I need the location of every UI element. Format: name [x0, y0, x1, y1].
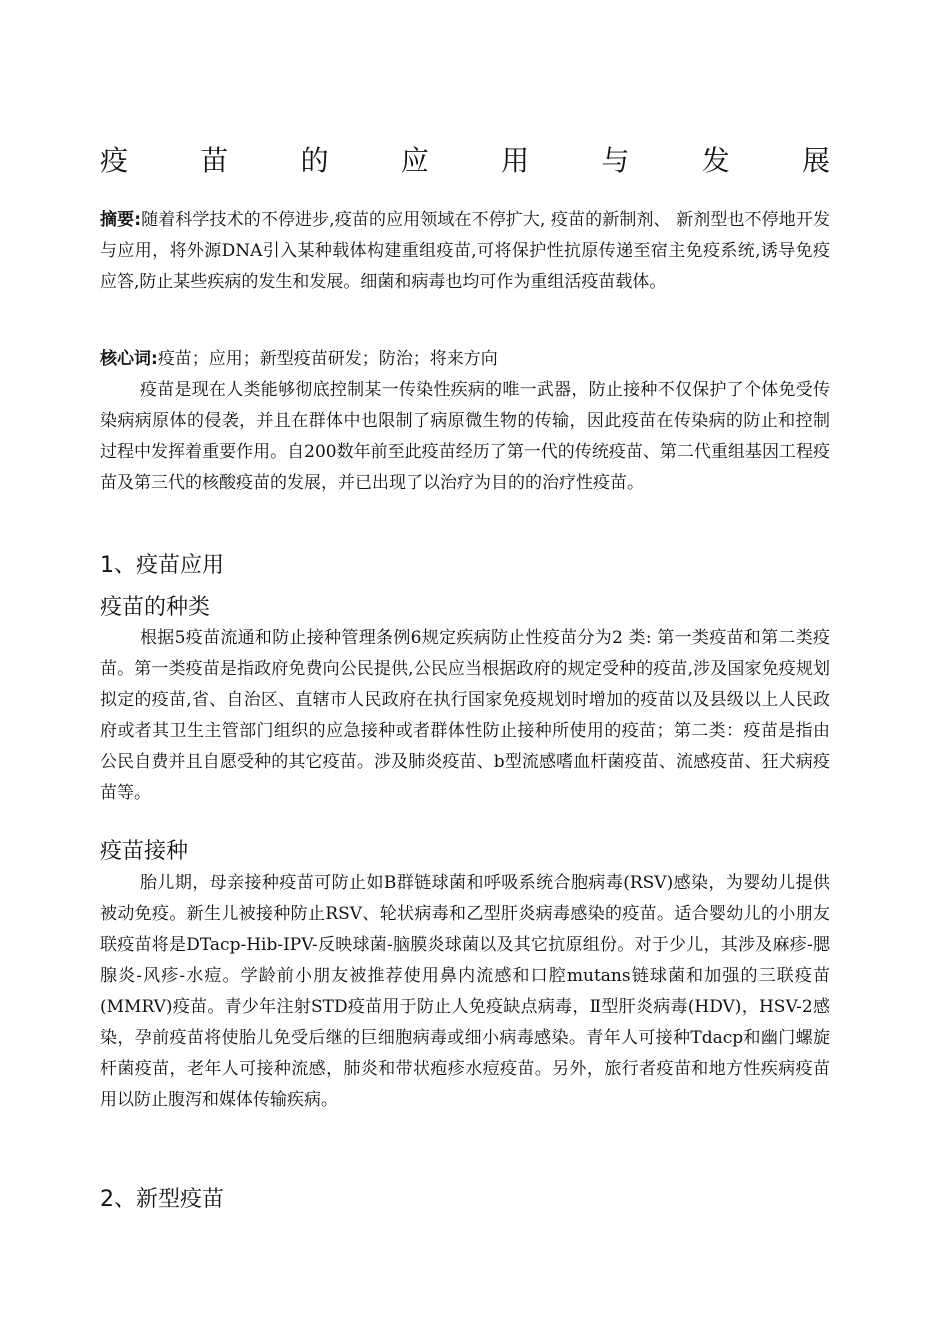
subsection-heading-vaccination: 疫苗接种 [100, 839, 189, 864]
intro-paragraph: 疫苗是现在人类能够彻底控制某一传染性疾病的唯一武器，防止接种不仅保护了个体免受传染病病原体的侵袭，并且在群体中也限制了病原微生物的传输，因此疫苗在传染病的防止和控制过程中发挥着重要作用。自200数年前至此疫苗经历了第一代的传统疫苗、第二代重组基因工程疫苗及第三代的核酸疫苗的发展，并已出现了以治疗为目的的治疗性疫苗。 [100, 380, 830, 493]
keywords-label: 核心词: [100, 349, 158, 369]
page-title [100, 137, 830, 181]
abstract-label: 摘要: [100, 210, 142, 230]
vaccination-paragraph: 胎儿期，母亲接种疫苗可防止如B群链球菌和呼吸系统合胞病毒(RSV)感染，为婴幼儿提供被动免疫。新生儿被接种防止RSV、轮状病毒和乙型肝炎病毒感染的疫苗。适合婴幼儿的小朋友联疫苗将是DTacp-Hib-IPV-反映球菌-脑膜炎球菌以及其它抗原组份。对于少儿，其涉及麻疹-腮腺炎-风疹-水痘。学龄前小朋友被推荐使用鼻内流感和口腔mutans链球菌和加强的三联疫苗(MMRV)疫苗。青少年注射STD疫苗用于防止人免疫缺点病毒，Ⅱ型肝炎病毒(HDV)，HSV-2感染，孕前疫苗将使胎儿免受后继的巨细胞病毒或细小病毒感染。青年人可接种Tdacp和幽门螺旋杆菌疫苗，老年人可接种流感，肺炎和带状疱疹水痘疫苗。另外，旅行者疫苗和地方性疾病疫苗用以防止腹泻和媒体传输疾病。 [100, 873, 830, 1110]
vaccine-types-paragraph: 根据5疫苗流通和防止接种管理条例6规定疾病防止性疫苗分为2 类: 第一类疫苗和第二类疫苗。第一类疫苗是指政府免费向公民提供,公民应当根据政府的规定受种的疫苗,涉及国家免疫规划拟定的疫苗,省、自治区、直辖市人民政府在执行国家免疫规划时增加的疫苗以及县级以上人民政府或者其卫生主管部门组织的应急接种或者群体性防止接种所使用的疫苗；第二类：疫苗是指由公民自费并且自愿受种的其它疫苗。涉及肺炎疫苗、b型流感嗜血杆菌疫苗、流感疫苗、狂犬病疫苗等。 [100, 628, 830, 803]
title-char: 展 [801, 143, 830, 177]
title-char: 用 [501, 143, 530, 177]
title-char: 与 [601, 143, 630, 177]
title-char: 应 [400, 143, 429, 177]
keywords-paragraph [100, 344, 830, 375]
keywords-text: 疫苗；应用；新型疫苗研发；防治；将来方向 [157, 349, 498, 369]
abstract-paragraph [100, 205, 830, 298]
title-char: 苗 [200, 143, 229, 177]
title-char: 的 [300, 143, 329, 177]
title-char: 发 [701, 143, 730, 177]
subsection-heading-vaccine-types: 疫苗的种类 [100, 595, 211, 620]
title-char: 疫 [100, 143, 129, 177]
section-heading-vaccine-application: 1、疫苗应用 [100, 553, 224, 578]
section-heading-new-vaccines: 2、新型疫苗 [100, 1187, 224, 1212]
abstract-text: 随着科学技术的不停进步,疫苗的应用领域在不停扩大, 疫苗的新制剂、 新剂型也不停地开发与应用，将外源DNA引入某种载体构建重组疫苗,可将保护性抗原传递至宿主免疫系统,诱导免疫应答,防止某些疾病的发生和发展。细菌和病毒也均可作为重组活疫苗载体。 [100, 210, 830, 292]
